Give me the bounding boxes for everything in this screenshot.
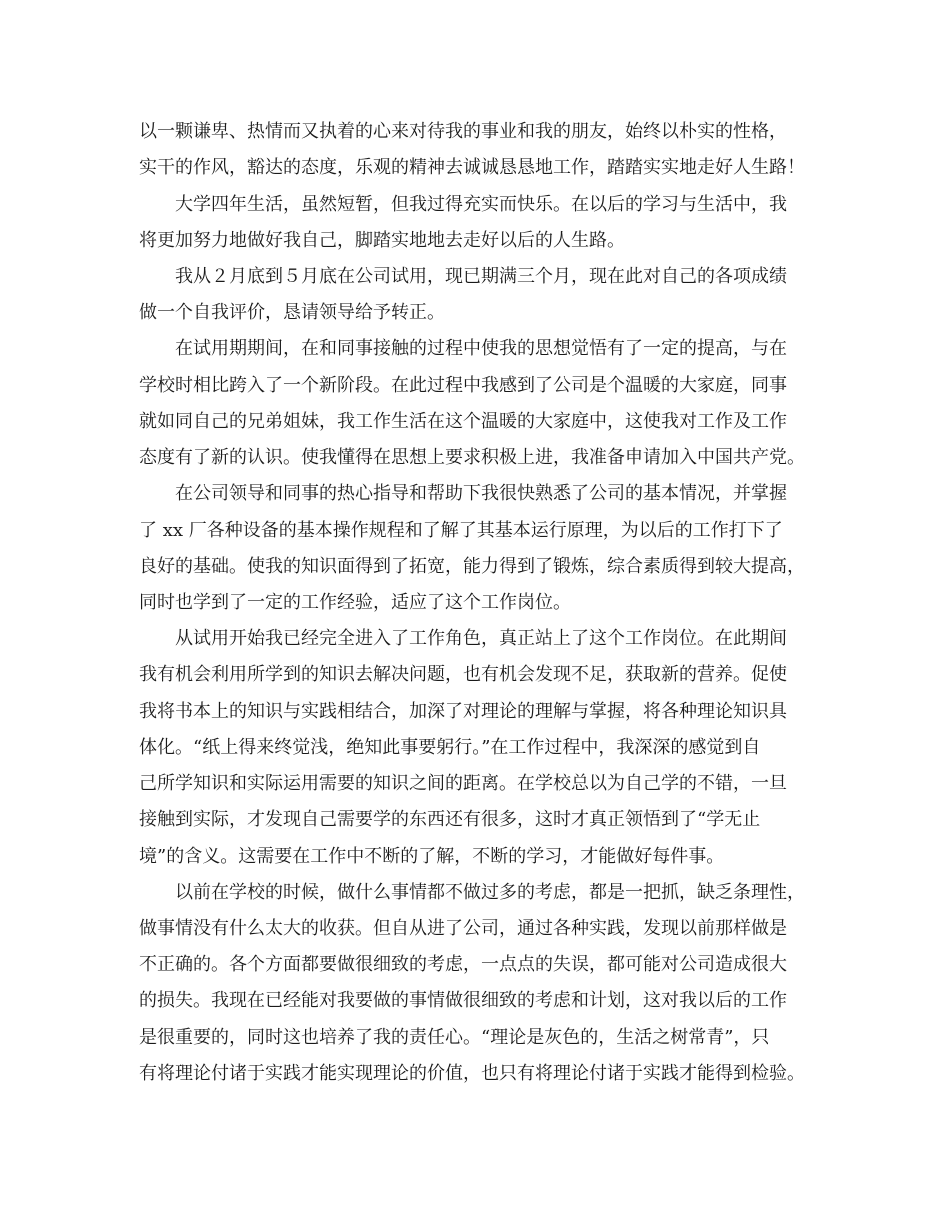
text-line: 的损失。我现在已经能对我要做的事情做很细致的考虑和计划，这对我以后的工作 [139,990,787,1011]
text-line: 将更加努力地做好我自己，脚踏实地地去走好以后的人生路。 [139,230,625,251]
text-line: 我将书本上的知识与实践相结合，加深了对理论的理解与掌握，将各种理论知识具 [139,701,787,722]
text-line: 态度有了新的认识。使我懂得在思想上要求积极上进，我准备申请加入中国共产党。 [139,447,805,468]
text-line: 我有机会利用所学到的知识去解决问题，也有机会发现不足，获取新的营养。促使 [139,664,787,685]
text-line: 己所学知识和实际运用需要的知识之间的距离。在学校总以为自己学的不错，一旦 [139,773,787,794]
text-line: 良好的基础。使我的知识面得到了拓宽，能力得到了锻炼，综合素质得到较大提高， [139,556,805,577]
text-line: 不正确的。各个方面都要做很细致的考虑，一点点的失误，都可能对公司造成很大 [139,954,787,975]
text-line: 境”的含义。这需要在工作中不断的了解，不断的学习，才能做好每件事。 [139,846,725,867]
text-line: 以前在学校的时候，做什么事情都不做过多的考虑，都是一把抓，缺乏条理性， [175,882,805,903]
text-line: 做事情没有什么太大的收获。但自从进了公司，通过各种实践，发现以前那样做是 [139,918,787,939]
text-line: 我从２月底到５月底在公司试用，现已期满三个月，现在此对自己的各项成绩 [175,266,787,287]
text-line: 有将理论付诸于实践才能实现理论的价值，也只有将理论付诸于实践才能得到检验。 [139,1063,805,1084]
text-line: 在公司领导和同事的热心指导和帮助下我很快熟悉了公司的基本情况，并掌握 [175,483,787,504]
text-line: 实干的作风，豁达的态度，乐观的精神去诚诚恳恳地工作，踏踏实实地走好人生路！ [139,157,805,178]
text-line: 在试用期期间，在和同事接触的过程中使我的思想觉悟有了一定的提高，与在 [175,338,787,359]
text-line: 大学四年生活，虽然短暂，但我过得充实而快乐。在以后的学习与生活中，我 [175,194,787,215]
text-line: 接触到实际，才发现自己需要学的东西还有很多，这时才真正领悟到了“学无止 [139,809,761,830]
text-line: 就如同自己的兄弟姐妹，我工作生活在这个温暖的大家庭中，这使我对工作及工作 [139,411,787,432]
text-line: 从试用开始我已经完全进入了工作角色，真正站上了这个工作岗位。在此期间 [175,628,787,649]
text-line: 学校时相比跨入了一个新阶段。在此过程中我感到了公司是个温暖的大家庭，同事 [139,375,787,396]
text-line: 体化。“纸上得来终觉浅，绝知此事要躬行。”在工作过程中，我深深的感觉到自 [139,737,761,758]
text-line: 是很重要的，同时这也培养了我的责任心。“理论是灰色的，生活之树常青”，只 [139,1027,770,1048]
text-line: 以一颗谦卑、热情而又执着的心来对待我的事业和我的朋友，始终以朴实的性格， [139,121,787,142]
text-line: 做一个自我评价，恳请领导给予转正。 [139,302,445,323]
text-line: 了 xx 厂各种设备的基本操作规程和了解了其基本运行原理，为以后的工作打下了 [139,520,783,541]
text-line: 同时也学到了一定的工作经验，适应了这个工作岗位。 [139,592,571,613]
